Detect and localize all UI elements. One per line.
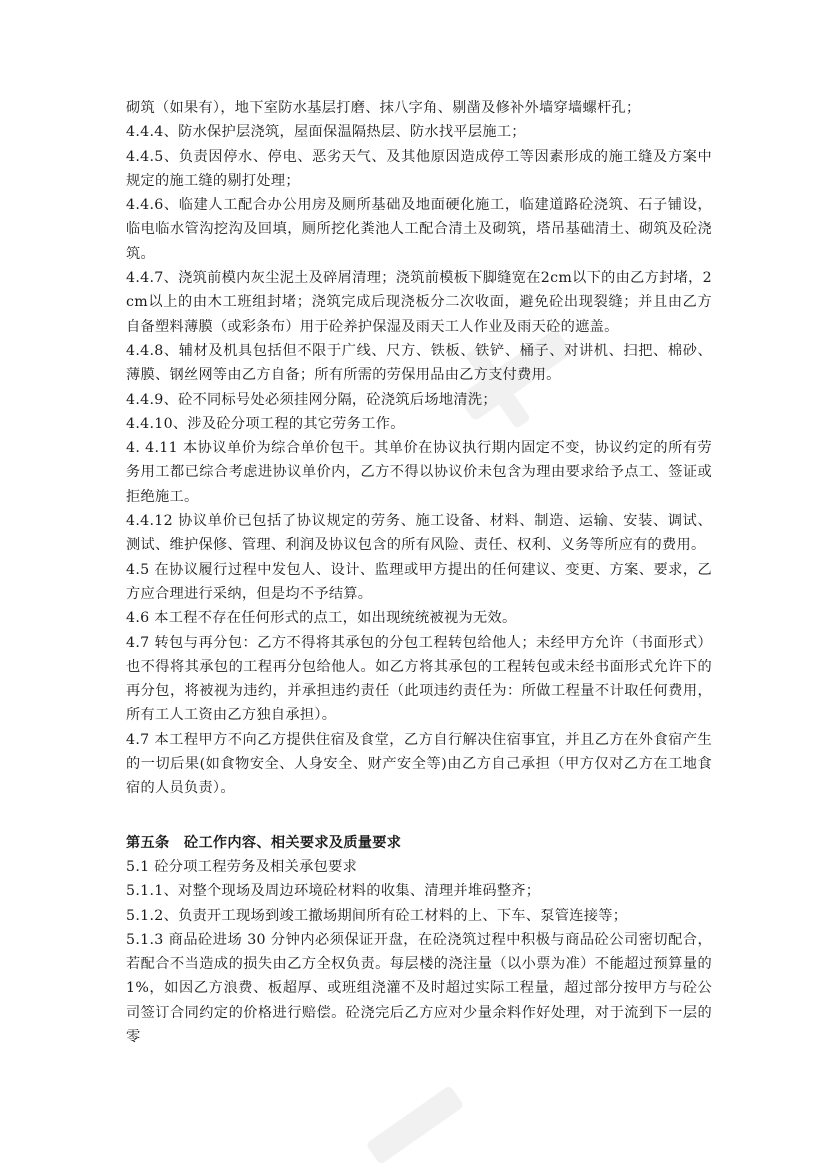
paragraph: 4.4.9、砼不同标号处必须挂网分隔，砼浇筑后场地清洗； [126,391,497,408]
paragraph: 4.4.12 协议单价已包括了协议规定的劳务、施工设备、材料、制造、运输、安装、调试、测试、维护保修、管理、利润及协议包含的所有风险、责任、权利、义务等所应有的费用。 [126,513,712,554]
paragraph: 4.4.10、涉及砼分项工程的其它劳务工作。 [126,415,405,432]
watermark-logo-bottom [350,1080,480,1170]
paragraph: 5.1.1、对整个现场及周边环境砼材料的收集、清理并堆码整齐； [126,883,541,900]
paragraph: 5.1 砼分项工程劳务及相关承包要求 [126,858,358,875]
paragraph: 4.7 本工程甲方不向乙方提供住宿及食堂，乙方自行解决住宿事宜，并且乙方在外食宿产生的一切后果(如食物安全、人身安全、财产安全等)由乙方自己承担（甲方仅对乙方在工地食宿的人员负责）。 [126,731,712,797]
paragraph-group-before [126,96,712,801]
paragraph: 4. 4.11 本协议单价为综合单价包干。其单价在协议执行期内固定不变，协议约定的所有劳务用工都已综合考虑进协议单价内，乙方不得以协议价未包含为理由要求给予点工、签证或拒绝施工。 [126,440,712,505]
paragraph: 4.4.7、浇筑前模内灰尘泥土及碎屑清理；浇筑前模板下脚缝宽在2cm以下的由乙方封堵，2cm以上的由木工班组封堵；浇筑完成后现浇板分二次收面，避免砼出现裂缝；并且由乙方自备塑料薄膜（或彩条布）用于砼养护保湿及雨天工人作业及雨天砼的遮盖。 [126,270,712,335]
document-page [126,96,712,1049]
paragraph: 4.4.6、临建人工配合办公用房及厕所基础及地面硬化施工，临建道路砼浇筑、石子铺设，临电临水管沟挖沟及回填，厕所挖化粪池人工配合清土及砌筑，塔吊基础清土、砌筑及砼浇筑。 [126,197,712,262]
paragraph: 5.1.3 商品砼进场 30 分钟内必须保证开盘，在砼浇筑过程中积极与商品砼公司密切配合，若配合不当造成的损失由乙方全权负责。每层楼的浇注量（以小票为准）不能超过预算量的1%，如因乙方浪费、板超厚、或班组浇灌不及时超过实际工程量，超过部分按甲方与砼公司签订合同约定的价格进行赔偿。砼浇完后乙方应对少量余料作好处理，对于流到下一层的零 [126,931,712,1045]
paragraph: 4.5 在协议履行过程中发包人、设计、监理或甲方提出的任何建议、变更、方案、要求，乙方应合理进行采纳，但是均不予结算。 [126,561,712,602]
paragraph: 4.4.8、辅材及机具包括但不限于广线、尺方、铁板、铁铲、桶子、对讲机、扫把、棉砂、薄膜、钢丝网等由乙方自备；所有所需的劳保用品由乙方支付费用。 [126,342,712,384]
paragraph: 砌筑（如果有），地下室防水基层打磨、抹八字角、剔凿及修补外墙穿墙螺杆孔； [126,100,641,116]
paragraph: 4.4.5、负责因停水、停电、恶劣天气、及其他原因造成停工等因素形成的施工缝及方案中规定的施工缝的剔打处理； [126,148,712,189]
paragraph-group-after [126,855,712,1049]
section-heading: 第五条 砼工作内容、相关要求及质量要求 [126,834,402,851]
paragraph: 4.7 转包与再分包：乙方不得将其承包的分包工程转包给他人；未经甲方允许（书面形式）也不得将其承包的工程再分包给他人。如乙方将其承包的工程转包或未经书面形式允许下的再分包，将被视为违约，并承担违约责任（此项违约责任为：所做工程量不计取任何费用，所有工人工资由乙方独自承担）。 [126,634,712,724]
paragraph: 4.6 本工程不存在任何形式的点工，如出现统统被视为无效。 [126,610,517,627]
paragraph: 4.4.4、防水保护层浇筑，屋面保温隔热层、防水找平层施工； [126,124,526,141]
paragraph: 5.1.2、负责开工现场到竣工撤场期间所有砼工材料的上、下车、泵管连接等； [126,907,628,924]
